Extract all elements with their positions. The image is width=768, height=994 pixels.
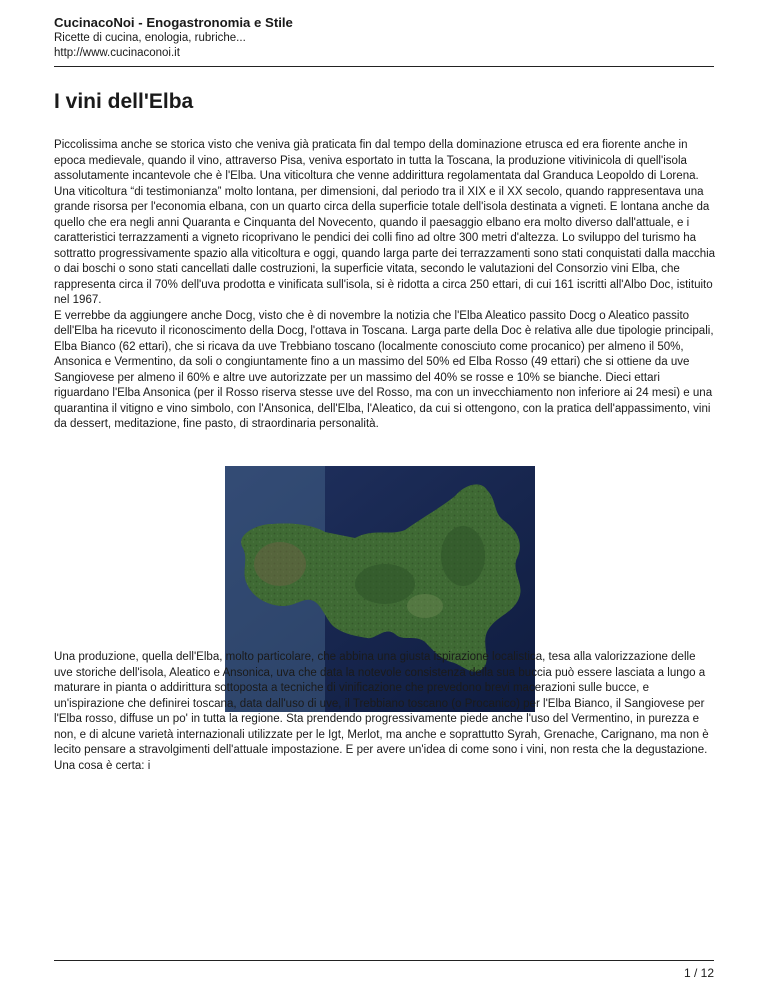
intro-paragraph-2: E verrebbe da aggiungere anche Docg, visto che è di novembre la notizia che l'Elba Aleatico passito Docg o Aleatico passito dell'Elba ha ricevuto il riconoscimento della Docg, l'ottava in Toscana. Larga parte della Doc è relativa alle due tipologie principali, Elba Bianco (62 ettari), che si ricava da uve Trebbiano toscano (localmente conosciuto come procanico) per almeno il 50%, Ansonica e Vermentino, da soli o congiuntamente fino a un massimo del 50% ed Elba Rosso (49 ettari) che si ottiene da uve Sangiovese per almeno il 60% e altre uve autorizzate per un massimo del 40% se rosse e 10% se bianche. Dieci ettari riguardano l'Elba Ansonica (per il Rosso riserva stesse uve del Rosso, ma con un invecchiamento non inferiore ai 24 mesi) e una quarantina il vitigno e vino simbolo, con l'Ansonica, dell'Elba, l'Aleatico, da cui si ottengono, con la pratica dell'appassimento, vini da dessert, meditazione, fine pasto, di straordinaria personalità. [54,309,714,430]
site-header [54,14,714,61]
article-title: I vini dell'Elba [54,90,194,113]
site-tagline: Ricette di cucina, enologia, rubriche... [54,32,246,44]
article-intro [54,138,716,433]
footer-divider [54,960,714,961]
site-url[interactable]: http://www.cucinaconoi.it [54,47,180,59]
intro-paragraph-1: Piccolissima anche se storica visto che veniva già praticata fin dal tempo della dominazione etrusca ed era fiorente anche in epoca medievale, quando il vino, attraverso Pisa, veniva esportato in tutta la Toscana, la produzione vitivinicola di quell'isola assolutamente incantevole che è l'Elba. Una viticoltura che venne addirittura regolamentata dal Granduca Leopoldo di Lorena. Una viticoltura “di testimonianza” molto lontana, per dimensioni, dal periodo tra il XIX e il XX secolo, quando rappresentava una grande risorsa per l'economia elbana, con un quarto circa della superficie totale dell'isola destinata a vigneti. E lontana anche da quello che era negli anni Quaranta e Cinquanta del Novecento, quando il paesaggio elbano era molto diverso dall'attuale, e i caratteristici terrazzamenti a vigneto ricoprivano le pendici dei colli fino ad oltre 300 metri d'altezza. Lo sviluppo del turismo ha sottratto progressivamente spazio alla viticoltura e oggi, quando larga parte dei terrazzamenti sono stati conquistati dalla macchia o dai boschi o sono stati cancellati dalle costruzioni, la superficie vitata, secondo le valutazioni del Consorzio vini Elba, che rappresenta circa il 70% dell'uva prodotta e vinificata sull'isola, si è ridotta a circa 250 ettari, di cui 161 iscritti all'Albo Doc, istituito nel 1967. [54,139,716,306]
header-divider [54,66,714,67]
site-title: CucinacoNoi - Enogastronomia e Stile [54,15,293,30]
page-number: 1 / 12 [683,966,714,980]
article-paragraph: Una produzione, quella dell'Elba, molto particolare, che abbina una giusta ispirazione localistica, tesa alla valorizzazione delle uve storiche dell'isola, Aleatico e Ansonica, uva che data la notevole consistenza della sua buccia può essere lasciata a lungo a maturare in pianta o addirittura sottoposta a tecniche di vinificazione che prevedono brevi macerazioni sulle bucce, e un'ispirazione che definirei toscana, data dall'uso di uve, il Trebbiano toscano (o Procanico) per l'Elba Bianco, il Sangiovese per l'Elba rosso, diffuse un po' in tutta la regione. Sta prendendo progressivamente piede anche l'uso del Vermentino, in purezza e non, e di alcune varietà internazionali utilizzate per le Igt, Merlot, ma anche e soprattutto Syrah, Grenache, Carignano, ma non è lecito pensare a stravolgimenti dell'attuale impostazione. E per avere un'idea di come sono i vini, non resta che la degustazione. Una cosa è certa: i [54,651,709,772]
